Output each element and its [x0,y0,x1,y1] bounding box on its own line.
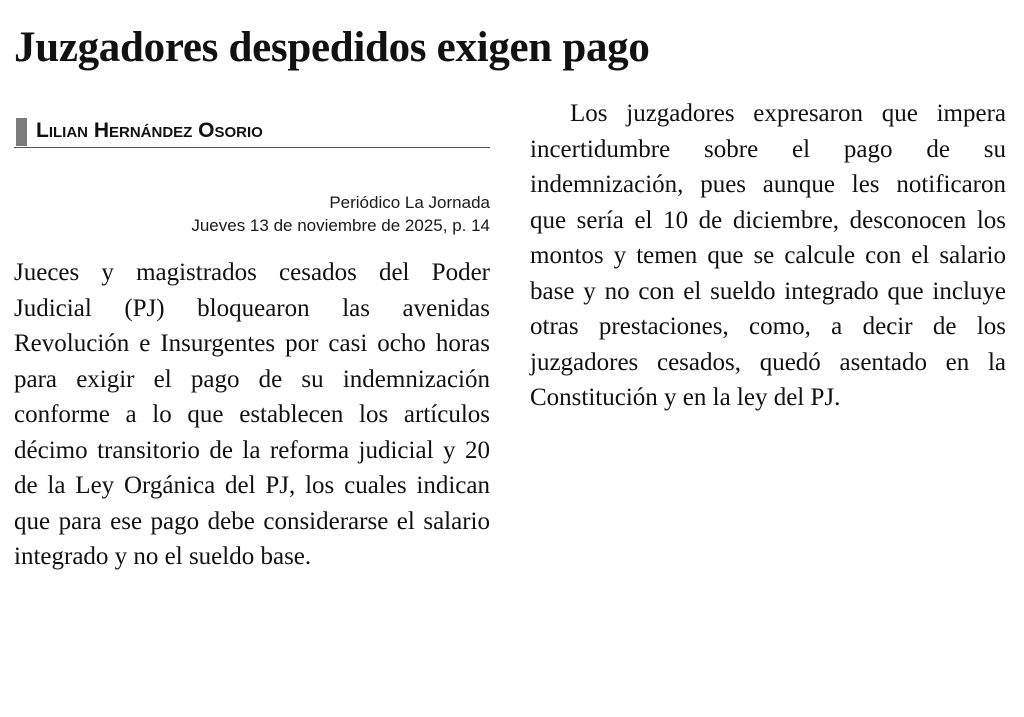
body-paragraph-1: Jueces y magistrados cesados del Poder Judicial (PJ) bloquearon las avenidas Revolución e Insurgentes por casi ocho horas para exigir el pago de su indemnización conforme a lo que establecen los artículos décimo transitorio de la reforma judicial y 20 de la Ley Orgánica del PJ, los cuales indican que para ese pago debe considerarse el salario integrado y no el sueldo base. [14,259,490,570]
byline-bar [16,118,27,146]
right-column [530,96,1006,416]
byline [14,115,490,148]
source-info [14,191,490,237]
body-paragraph-2: Los juzgadores expresaron que impera incertidumbre sobre el pago de su indemnización, pues aunque les notificaron que sería el 10 de diciembre, desconocen los montos y temen que se calcule con el salario base y no con el sueldo integrado que incluye otras prestaciones, como, a decir de los juzgadores cesados, quedó asentado en la Constitución y en la ley del PJ. [530,100,1006,411]
publication-date-page: Jueves 13 de noviembre de 2025, p. 14 [191,216,490,235]
left-column [14,115,490,575]
publication-name: Periódico La Jornada [329,193,490,212]
article-headline: Juzgadores despedidos exigen pago [14,24,650,71]
author-name: Lilian Hernández Osorio [36,119,263,142]
